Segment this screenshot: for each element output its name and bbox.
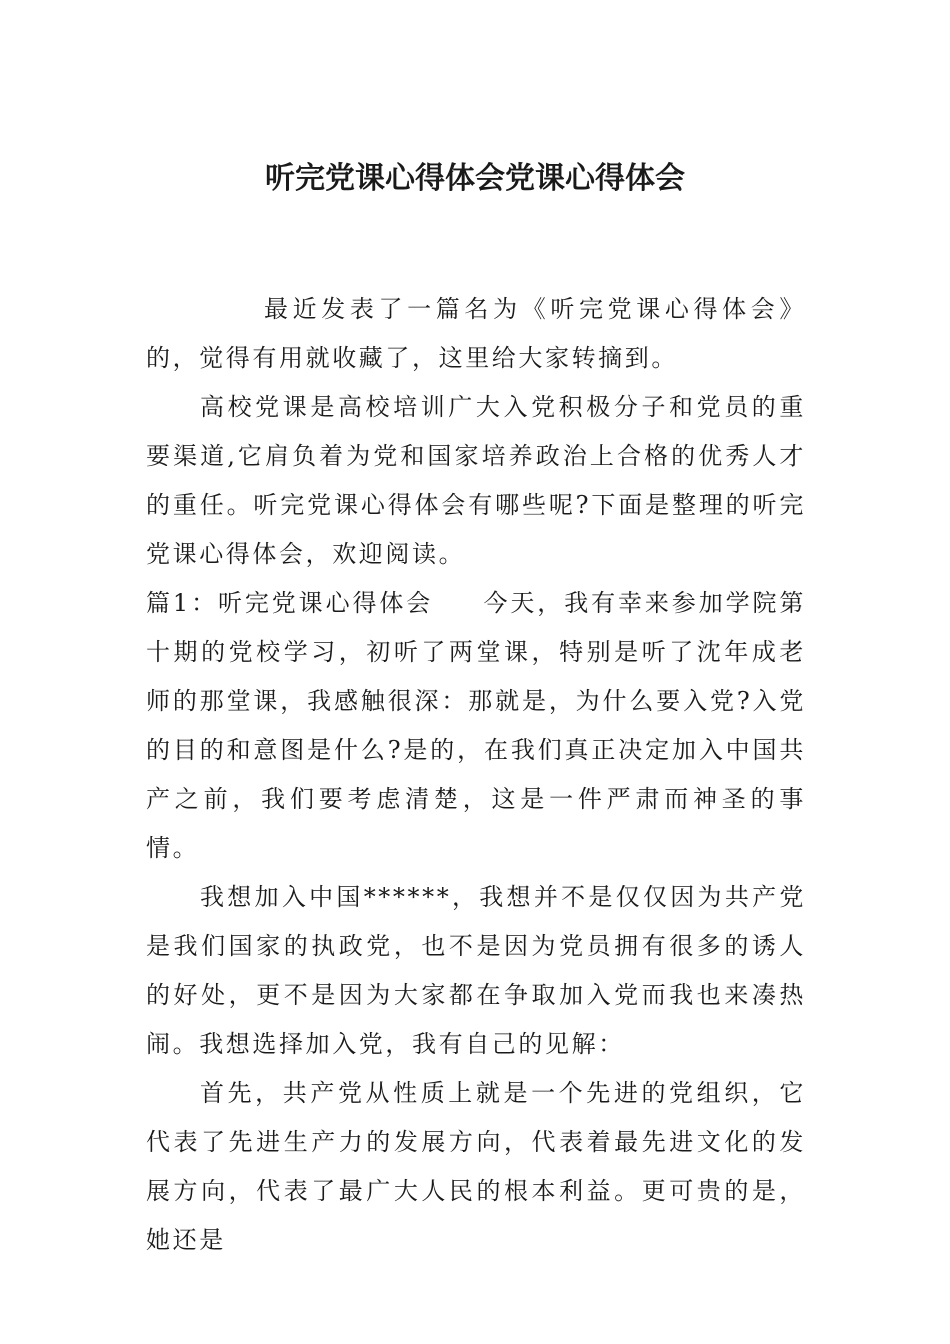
paragraph-first-point: 首先，共产党从性质上就是一个先进的党组织，它代表了先进生产力的发展方向，代表着最先进文化的发展方向，代表了最广大人民的根本利益。更可贵的是，她还是 — [146, 1079, 806, 1254]
paragraph-intro: 最近发表了一篇名为《听完党课心得体会》的，觉得有用就收藏了，这里给大家转摘到。 — [146, 295, 806, 372]
paragraph-overview: 高校党课是高校培训广大入党积极分子和党员的重要渠道,它肩负着为党和国家培养政治上合格的优秀人才的重任。听完党课心得体会有哪些呢?下面是整理的听完党课心得体会，欢迎阅读。 — [146, 393, 806, 568]
document-title: 听完党课心得体会党课心得体会 — [265, 161, 685, 196]
paragraph-reasons: 我想加入中国******，我想并不是仅仅因为共产党是我们国家的执政党，也不是因为党员拥有很多的诱人的好处，更不是因为大家都在争取加入党而我也来凑热闹。我想选择加入党，我有自己的见解： — [146, 883, 806, 1058]
document-body — [146, 285, 806, 1265]
section-body: 今天，我有幸来参加学院第十期的党校学习，初听了两堂课，特别是听了沈年成老师的那堂课，我感触很深：那就是，为什么要入党?入党的目的和意图是什么?是的，在我们真正决定加入中国共产之前，我们要考虑清楚，这是一件严肃而神圣的事情。 — [146, 589, 806, 862]
section-heading: 篇1：听完党课心得体会 — [146, 589, 434, 617]
paragraph-section-1 — [146, 579, 806, 873]
